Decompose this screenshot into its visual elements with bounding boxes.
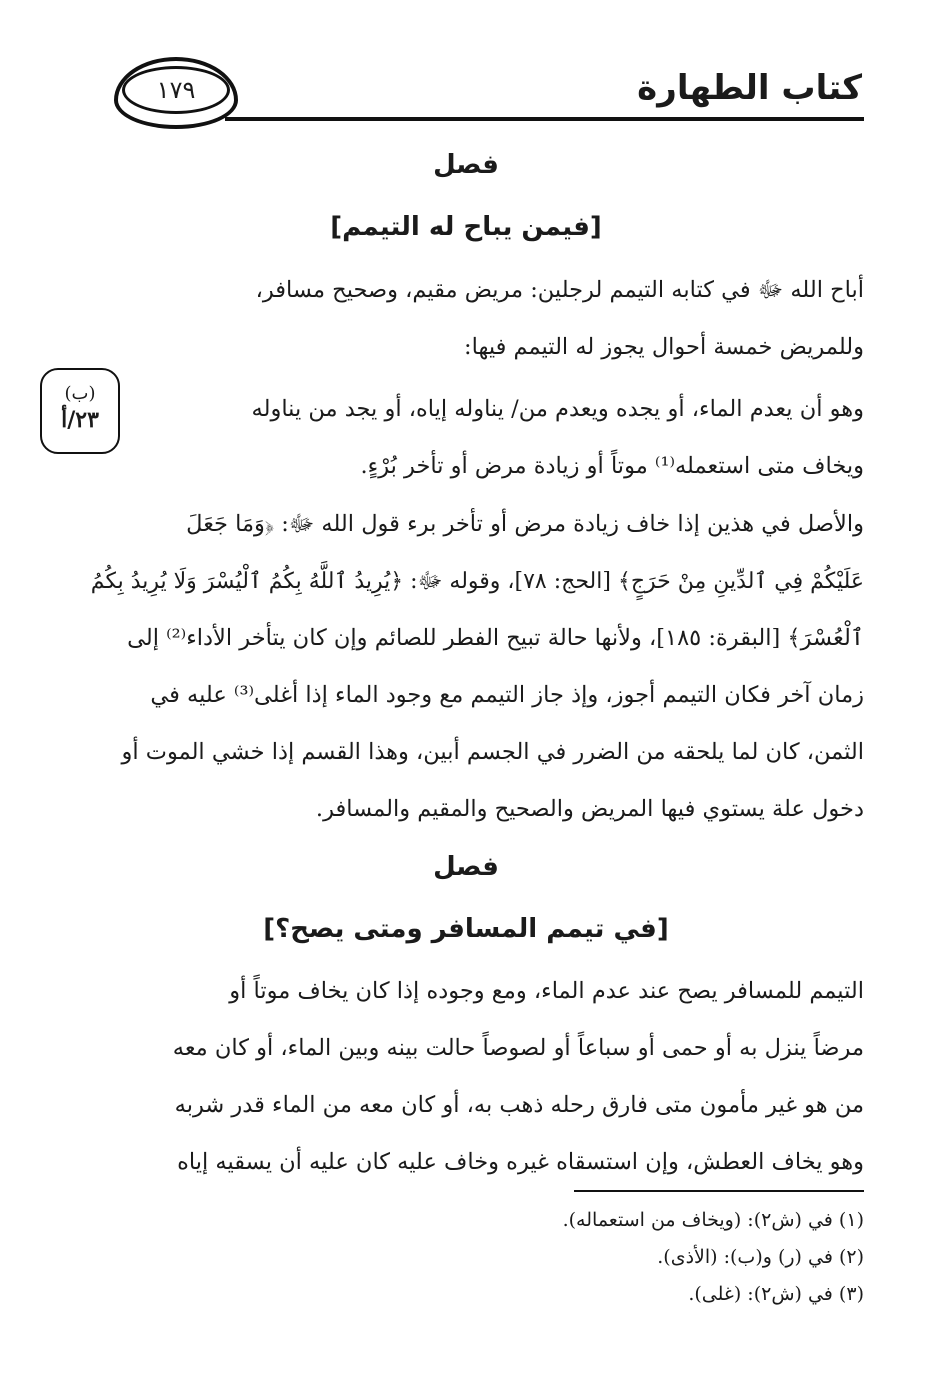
footnote: (١) في (ش٢): (ويخاف من استعماله). [562,1209,864,1231]
footnotes [64,1202,864,1313]
margin-note-bottom: ٢٣/أ [61,407,99,433]
section-subheading: [فيمن يباح له التيمم] [330,212,602,242]
text-line: زمان آخر فكان التيمم أجوز، وإذ جاز التيمم مع وجود الماء إذا أغلى⁽³⁾ عليه في [150,682,864,708]
text-line: وهو أن يعدم الماء، أو يجده ويعدم من/ يناوله إياه، أو يجد من يناوله [251,396,864,422]
text-line: أباح الله ﷻ في كتابه التيمم لرجلين: مريض مقيم، وصحيح مسافر، [255,277,864,303]
text-line: من هو غير مأمون متى فارق رحله ذهب به، أو كان معه من الماء قدر شربه [174,1092,864,1118]
text-line: وللمريض خمسة أحوال يجوز له التيمم فيها: [464,334,864,360]
paragraph [74,496,864,838]
text-line: مرضاً ينزل به أو حمى أو سباعاً أو لصوصاً حالت بينه وبين الماء، أو كان معه [172,1035,864,1061]
text-line: الثمن، كان لما يلحقه من الضرر في الجسم أبين، وهذا القسم إذا خشي الموت أو [121,739,864,765]
text-line: والأصل في هذين إذا خاف زيادة مرض أو تأخر برء قول الله ﷻ: ﴿وَمَا جَعَلَ [186,511,864,537]
paragraph [74,963,864,1191]
footnote: (٣) في (ش٢): (غلى). [688,1283,864,1305]
page-number: ١٧٩ [122,66,230,114]
header-rule [225,117,864,121]
section-heading: فصل [433,852,499,882]
footnote-divider [574,1190,864,1192]
paragraph [74,381,864,495]
text-line: عَلَيْكُمْ فِي ٱلدِّينِ مِنْ حَرَجٍ﴾ [الحج: ٧٨]، وقوله ﷻ: ﴿يُرِيدُ ٱللَّهُ بِكُمُ ٱلْيُسْرَ وَلَا يُرِيدُ بِكُمُ [90,569,864,594]
text-line: دخول علة يستوي فيها المريض والصحيح والمقيم والمسافر. [315,796,864,822]
text-line: ٱلْعُسْرَ﴾ [البقرة: ١٨٥]، ولأنها حالة تبيح الفطر للصائم وإن كان يتأخر الأداء⁽²⁾ إلى [127,625,864,651]
paragraph [74,262,864,376]
section-heading: فصل [433,150,499,180]
book-title: كتاب الطهارة [637,68,862,108]
text-line: ويخاف متى استعمله⁽¹⁾ موتاً أو زيادة مرض أو تأخر بُرْءٍ. [360,453,864,479]
footnote: (٢) في (ر) و(ب): (الأذى). [657,1246,864,1268]
text-line: وهو يخاف العطش، وإن استسقاه غيره وخاف عليه كان عليه أن يسقيه إياه [177,1149,864,1175]
section-subheading: [في تيمم المسافر ومتى يصح؟] [263,914,669,944]
text-line: التيمم للمسافر يصح عند عدم الماء، ومع وجوده إذا كان يخاف موتاً أو [229,978,864,1004]
margin-note-top: (ب) [64,383,96,404]
